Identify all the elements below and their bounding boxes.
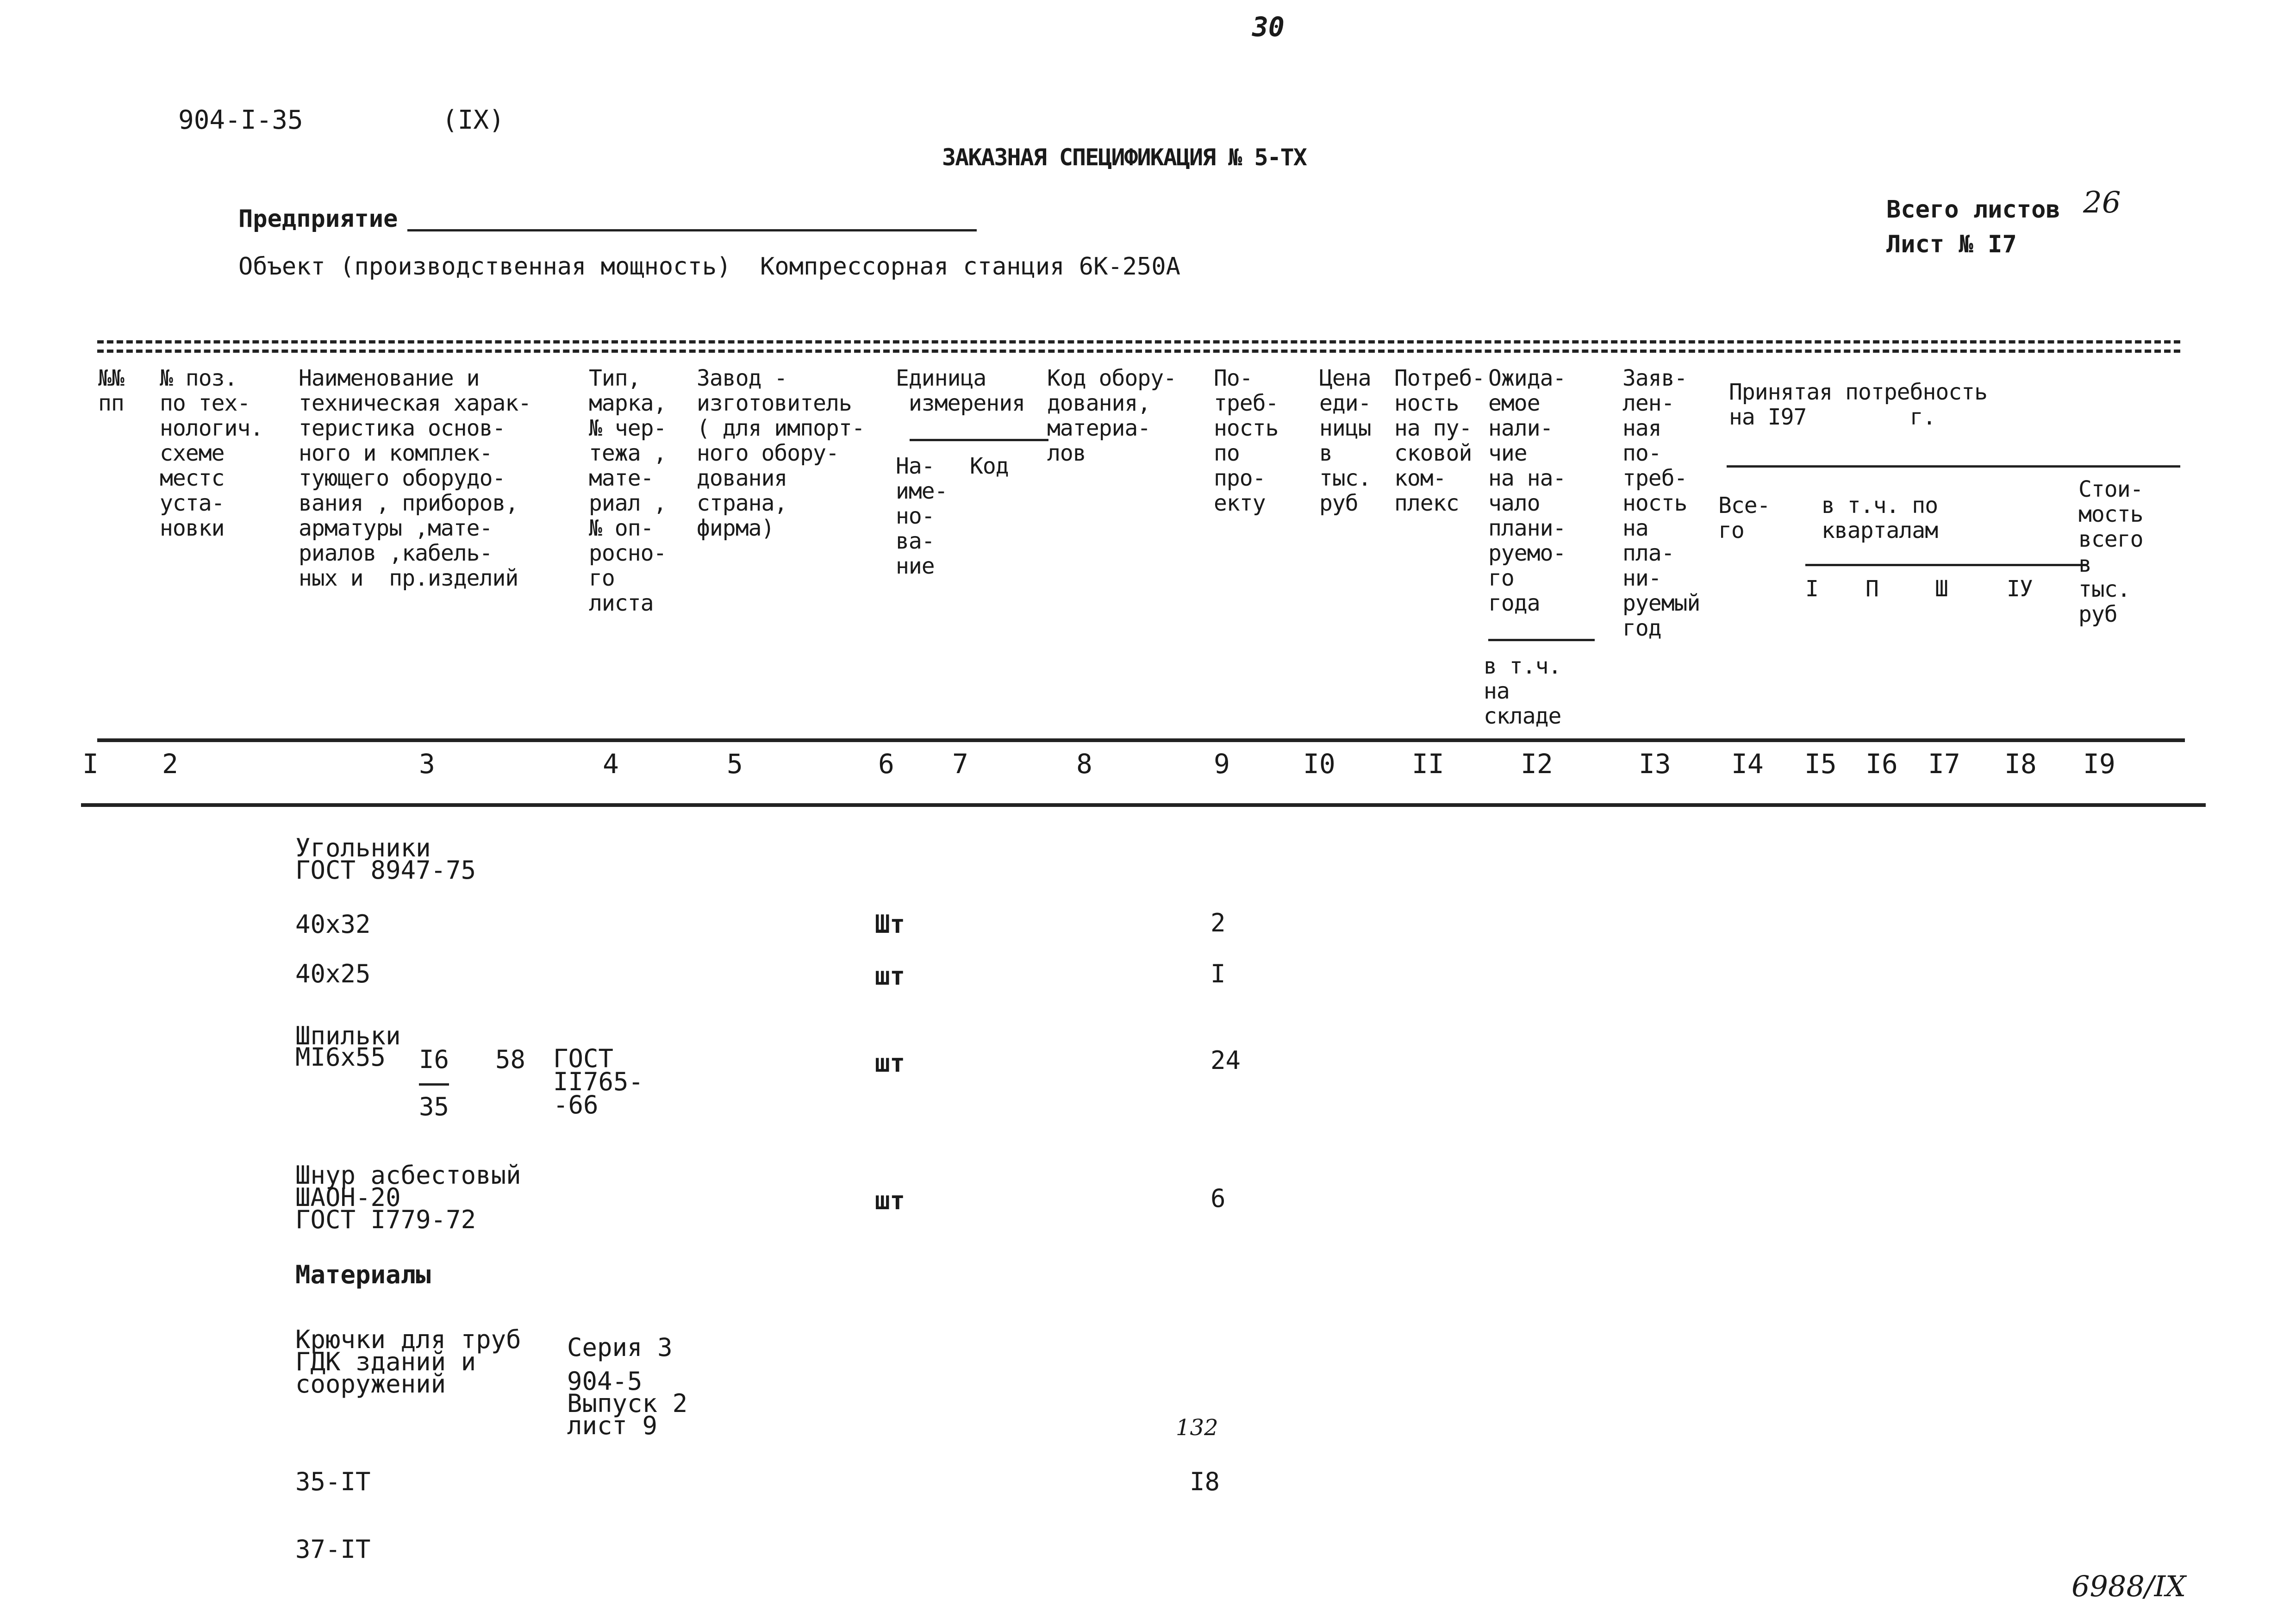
row-name-35-1t: 35-IТ: [295, 1467, 371, 1496]
column-number: 2: [162, 748, 178, 780]
header-col-9: По- треб- ность по про- екту: [1214, 365, 1279, 516]
column-number: I: [82, 748, 99, 780]
column-number: I4: [1731, 748, 1764, 780]
hooks-qty: 132: [1176, 1415, 1218, 1441]
column-number: I8: [2004, 748, 2037, 780]
hooks-series-detail: 904-5 Выпуск 2 лист 9: [567, 1367, 688, 1440]
header-quarter-1: I: [1805, 576, 1818, 602]
row-name-37-1t: 37-IТ: [295, 1535, 371, 1564]
row-name-40x25: 40х25: [295, 959, 371, 988]
studs-fraction-denominator: 35: [419, 1092, 449, 1121]
studs-extra-number: 58: [495, 1045, 526, 1074]
header-bottom-rule: [97, 738, 2185, 742]
studs-unit: шт: [875, 1049, 905, 1078]
header-col-7: Код: [970, 453, 1009, 479]
header-top-rule: [97, 340, 2180, 344]
asbestos-cord-qty: 6: [1210, 1184, 1226, 1213]
group-name-corners: Угольники ГОСТ 8947-75: [295, 833, 476, 885]
group-name-studs: Шпильки МI6х55: [295, 1021, 401, 1072]
column-number: I0: [1303, 748, 1335, 780]
header-col-2: № поз. по тех- нологич. схеме местс уста- новки: [160, 365, 263, 541]
column-number: I5: [1804, 748, 1837, 780]
column-number: 9: [1214, 748, 1230, 780]
row-qty-35-1t: I8: [1190, 1467, 1220, 1496]
section-materials: Материалы: [295, 1260, 431, 1289]
sheet-number: Лист № I7: [1886, 231, 2017, 258]
asbestos-cord-unit: шт: [875, 1186, 905, 1215]
enterprise-label: Предприятие: [238, 205, 398, 233]
header-col-12: Ожида- емое нали- чие на на- чало плани- руемо- го года: [1488, 365, 1566, 616]
enterprise-field-line: [407, 229, 977, 231]
sheets-total-label: Всего листов: [1886, 196, 2060, 224]
column-number: I7: [1928, 748, 1960, 780]
row-name-40x32: 40х32: [295, 910, 371, 939]
column-number: I2: [1521, 748, 1553, 780]
page-number: 30: [1252, 11, 1285, 43]
document-title: ЗАКАЗНАЯ СПЕЦИФИКАЦИЯ № 5-ТХ: [942, 144, 1306, 171]
header-col-14: Все- го: [1718, 493, 1770, 543]
header-col-10: Цена еди- ницы в тыс. руб: [1319, 365, 1371, 516]
column-number: 5: [727, 748, 743, 780]
studs-qty: 24: [1210, 1046, 1241, 1075]
group-name-asbestos-cord: Шнур асбестовый ШАОН-20 ГОСТ I779-72: [295, 1161, 521, 1234]
group-name-hooks: Крючки для труб ГДК зданий и сооружений: [295, 1325, 521, 1399]
column-number: I3: [1639, 748, 1671, 780]
row-unit-40x25: шт: [875, 962, 905, 991]
header-col-11: Потреб- ность на пу- сковой ком- плекс: [1394, 365, 1485, 516]
column-number: 3: [419, 748, 435, 780]
sheets-total-value: 26: [2083, 186, 2121, 220]
header-quarter-3: Ш: [1935, 576, 1948, 602]
header-col-4: Тип, марка, № чер- тежа , мате- риал , № оп- росно- го листа: [589, 365, 667, 616]
column-number: I9: [2083, 748, 2115, 780]
column-number: 8: [1076, 748, 1092, 780]
col-12-divider: [1488, 639, 1595, 641]
header-col-6: На- име- но- ва- ние: [896, 453, 948, 579]
header-quarter-4: IУ: [2007, 576, 2033, 602]
header-col-6-7: Единица измерения: [896, 365, 1025, 416]
studs-fraction-numerator: I6: [419, 1045, 449, 1074]
header-col-19: Стои- мость всего в тыс. руб: [2078, 476, 2143, 627]
accepted-need-divider: [1727, 465, 2180, 468]
row-unit-40x32: Шт: [875, 910, 905, 939]
column-numbers-bottom-rule: [81, 803, 2206, 807]
column-number: I6: [1866, 748, 1898, 780]
header-col-3: Наименование и техническая харак- теристика основ- ного и комплек- тующего оборудо- вания , приборов, арматуры ,мате- риалов ,кабель- ных и пр.изделий: [299, 365, 531, 591]
row-qty-40x25: I: [1210, 959, 1226, 988]
header-col-14-18: Принятая потребность на I97 г.: [1729, 379, 1987, 430]
header-col-1: №№ пп: [98, 365, 124, 416]
header-col-12b: в т.ч. на складе: [1484, 653, 1561, 729]
column-number: 6: [878, 748, 894, 780]
header-top-rule-2: [97, 350, 2180, 353]
header-col-5: Завод - изготовитель ( для импорт- ного обору- дования страна, фирма): [697, 365, 865, 541]
quarters-divider: [1805, 564, 2088, 566]
unit-header-divider: [910, 439, 1048, 441]
studs-type: ГОСТ II765- -66: [553, 1044, 644, 1119]
row-qty-40x32: 2: [1210, 908, 1226, 937]
header-col-8: Код обору- дования, материа- лов: [1047, 365, 1176, 466]
document-code: 904-I-35: [178, 105, 303, 135]
column-number: II: [1412, 748, 1444, 780]
document-part: (IX): [442, 105, 505, 135]
footer-stamp: 6988/IX: [2071, 1569, 2186, 1603]
column-number: 7: [952, 748, 968, 780]
header-col-13: Заяв- лен- ная по- треб- ность на пла- ни- руемый год: [1622, 365, 1700, 641]
header-col-15-18: в т.ч. по кварталам: [1822, 493, 1938, 543]
object-line: Объект (производственная мощность) Компрессорная станция 6К-250А: [238, 253, 1180, 281]
header-quarter-2: П: [1866, 576, 1878, 602]
hooks-series: Серия 3: [567, 1333, 673, 1362]
column-number: 4: [603, 748, 619, 780]
studs-fraction-bar: [419, 1083, 449, 1086]
